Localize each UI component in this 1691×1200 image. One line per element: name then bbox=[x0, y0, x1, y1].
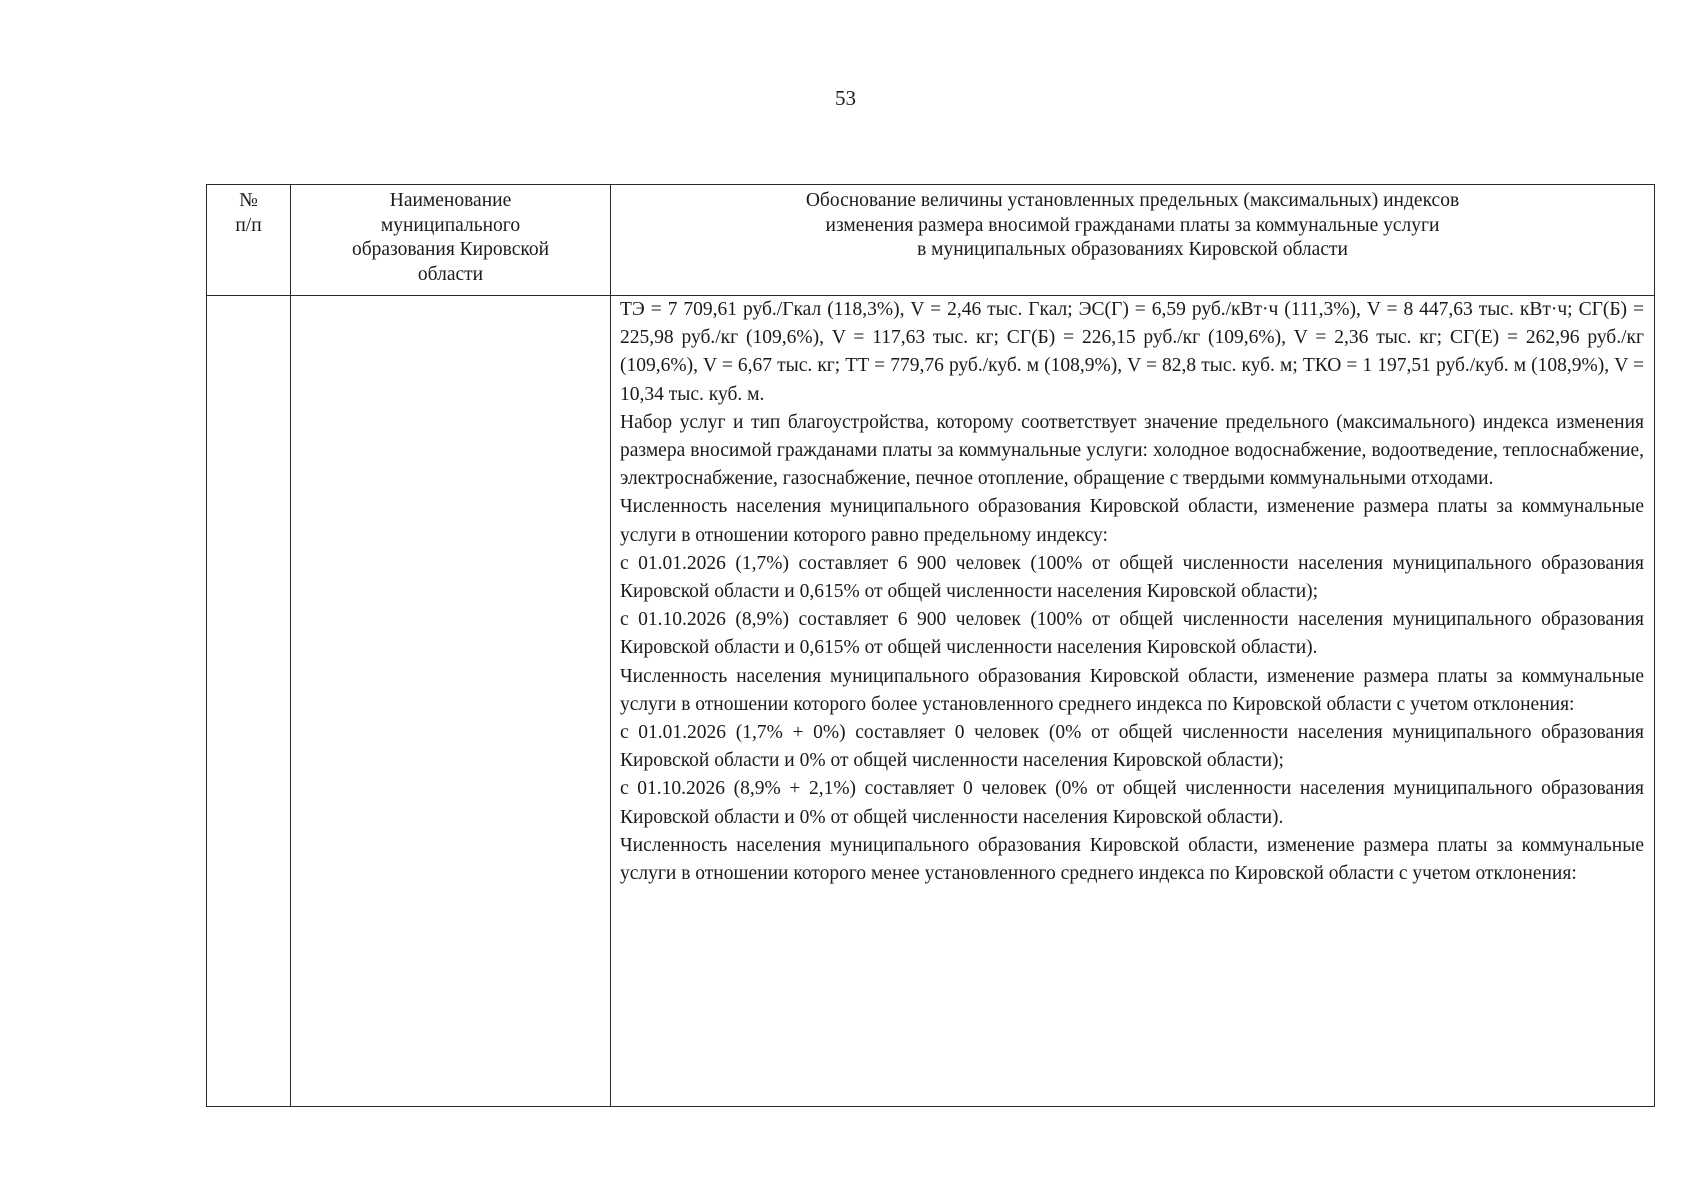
header-justification-line-2: изменения размера вносимой гражданами платы за коммунальные услуги bbox=[825, 214, 1440, 236]
population-equal-oct: с 01.10.2026 (8,9%) составляет 6 900 человек (100% от общей численности населения муниципального образования Кировской области и 0,615% от общей численности населения Кировской области). bbox=[620, 609, 1644, 659]
row-number-cell bbox=[207, 296, 291, 1107]
table-row bbox=[207, 296, 1655, 1107]
row-justification-cell bbox=[611, 296, 1655, 1107]
header-municipality bbox=[291, 185, 611, 296]
table-header-row bbox=[207, 185, 1655, 296]
services-set-paragraph: Набор услуг и тип благоустройства, которому соответствует значение предельного (максимального) индекса изменения размера вносимой гражданами платы за коммунальные услуги: холодное водоснабжение, водоотведение, теплоснабжение, электроснабжение, газоснабжение, печное отопление, обращение с твердыми коммунальными отходами. bbox=[620, 411, 1644, 490]
population-above-oct: с 01.10.2026 (8,9% + 2,1%) составляет 0 человек (0% от общей численности населения муниципального образования Кировской области и 0% от общей численности населения Кировской области). bbox=[620, 778, 1644, 828]
header-justification-line-3: в муниципальных образованиях Кировской области bbox=[917, 239, 1348, 260]
header-number-line-2: п/п bbox=[235, 214, 262, 236]
header-justification-line-1: Обоснование величины установленных предельных (максимальных) индексов bbox=[805, 190, 1460, 211]
population-equal-heading: Численность населения муниципального образования Кировской области, изменение размера платы за коммунальные услуги в отношении которого равно предельному индексу: bbox=[620, 496, 1644, 546]
header-number bbox=[207, 185, 291, 296]
row-municipality-cell bbox=[291, 296, 611, 1107]
justification-table bbox=[206, 184, 1655, 1107]
header-justification bbox=[611, 185, 1655, 296]
page-number: 53 bbox=[835, 86, 856, 110]
population-below-heading: Численность населения муниципального образования Кировской области, изменение размера платы за коммунальные услуги в отношении которого менее установленного среднего индекса по Кировской области с учетом отклонения: bbox=[620, 834, 1644, 885]
tariff-values-paragraph: ТЭ = 7 709,61 руб./Гкал (118,3%), V = 2,46 тыс. Гкал; ЭС(Г) = 6,59 руб./кВт·ч (111,3%), V = 8 447,63 тыс. кВт·ч; СГ(Б) = 225,98 руб./кг (109,6%), V = 117,63 тыс. кг; СГ(Б) = 226,15 руб./кг (109,6%), V = 2,36 тыс. кг; СГ(Е) = 262,96 руб./кг (109,6%), V = 6,67 тыс. кг; ТТ = 779,76 руб./куб. м (108,9%), V = 82,8 тыс. куб. м; ТКО = 1 197,51 руб./куб. м (108,9%), V = 10,34 тыс. куб. м. bbox=[620, 299, 1644, 405]
header-number-line-1: № bbox=[239, 190, 258, 211]
header-municipality-line-3: образования Кировской bbox=[351, 239, 550, 260]
population-equal-jan: с 01.01.2026 (1,7%) составляет 6 900 человек (100% от общей численности населения муниципального образования Кировской области и 0,615% от общей численности населения Кировской области); bbox=[620, 552, 1644, 603]
header-municipality-line-4: области bbox=[417, 263, 484, 285]
header-municipality-line-1: Наименование bbox=[389, 190, 512, 211]
header-municipality-line-2: муниципального bbox=[380, 214, 521, 236]
population-above-heading: Численность населения муниципального образования Кировской области, изменение размера платы за коммунальные услуги в отношении которого более установленного среднего индекса по Кировской области с учетом отклонения: bbox=[620, 665, 1644, 715]
population-above-jan: с 01.01.2026 (1,7% + 0%) составляет 0 человек (0% от общей численности населения муниципального образования Кировской области и 0% от общей численности населения Кировской области); bbox=[620, 722, 1644, 772]
